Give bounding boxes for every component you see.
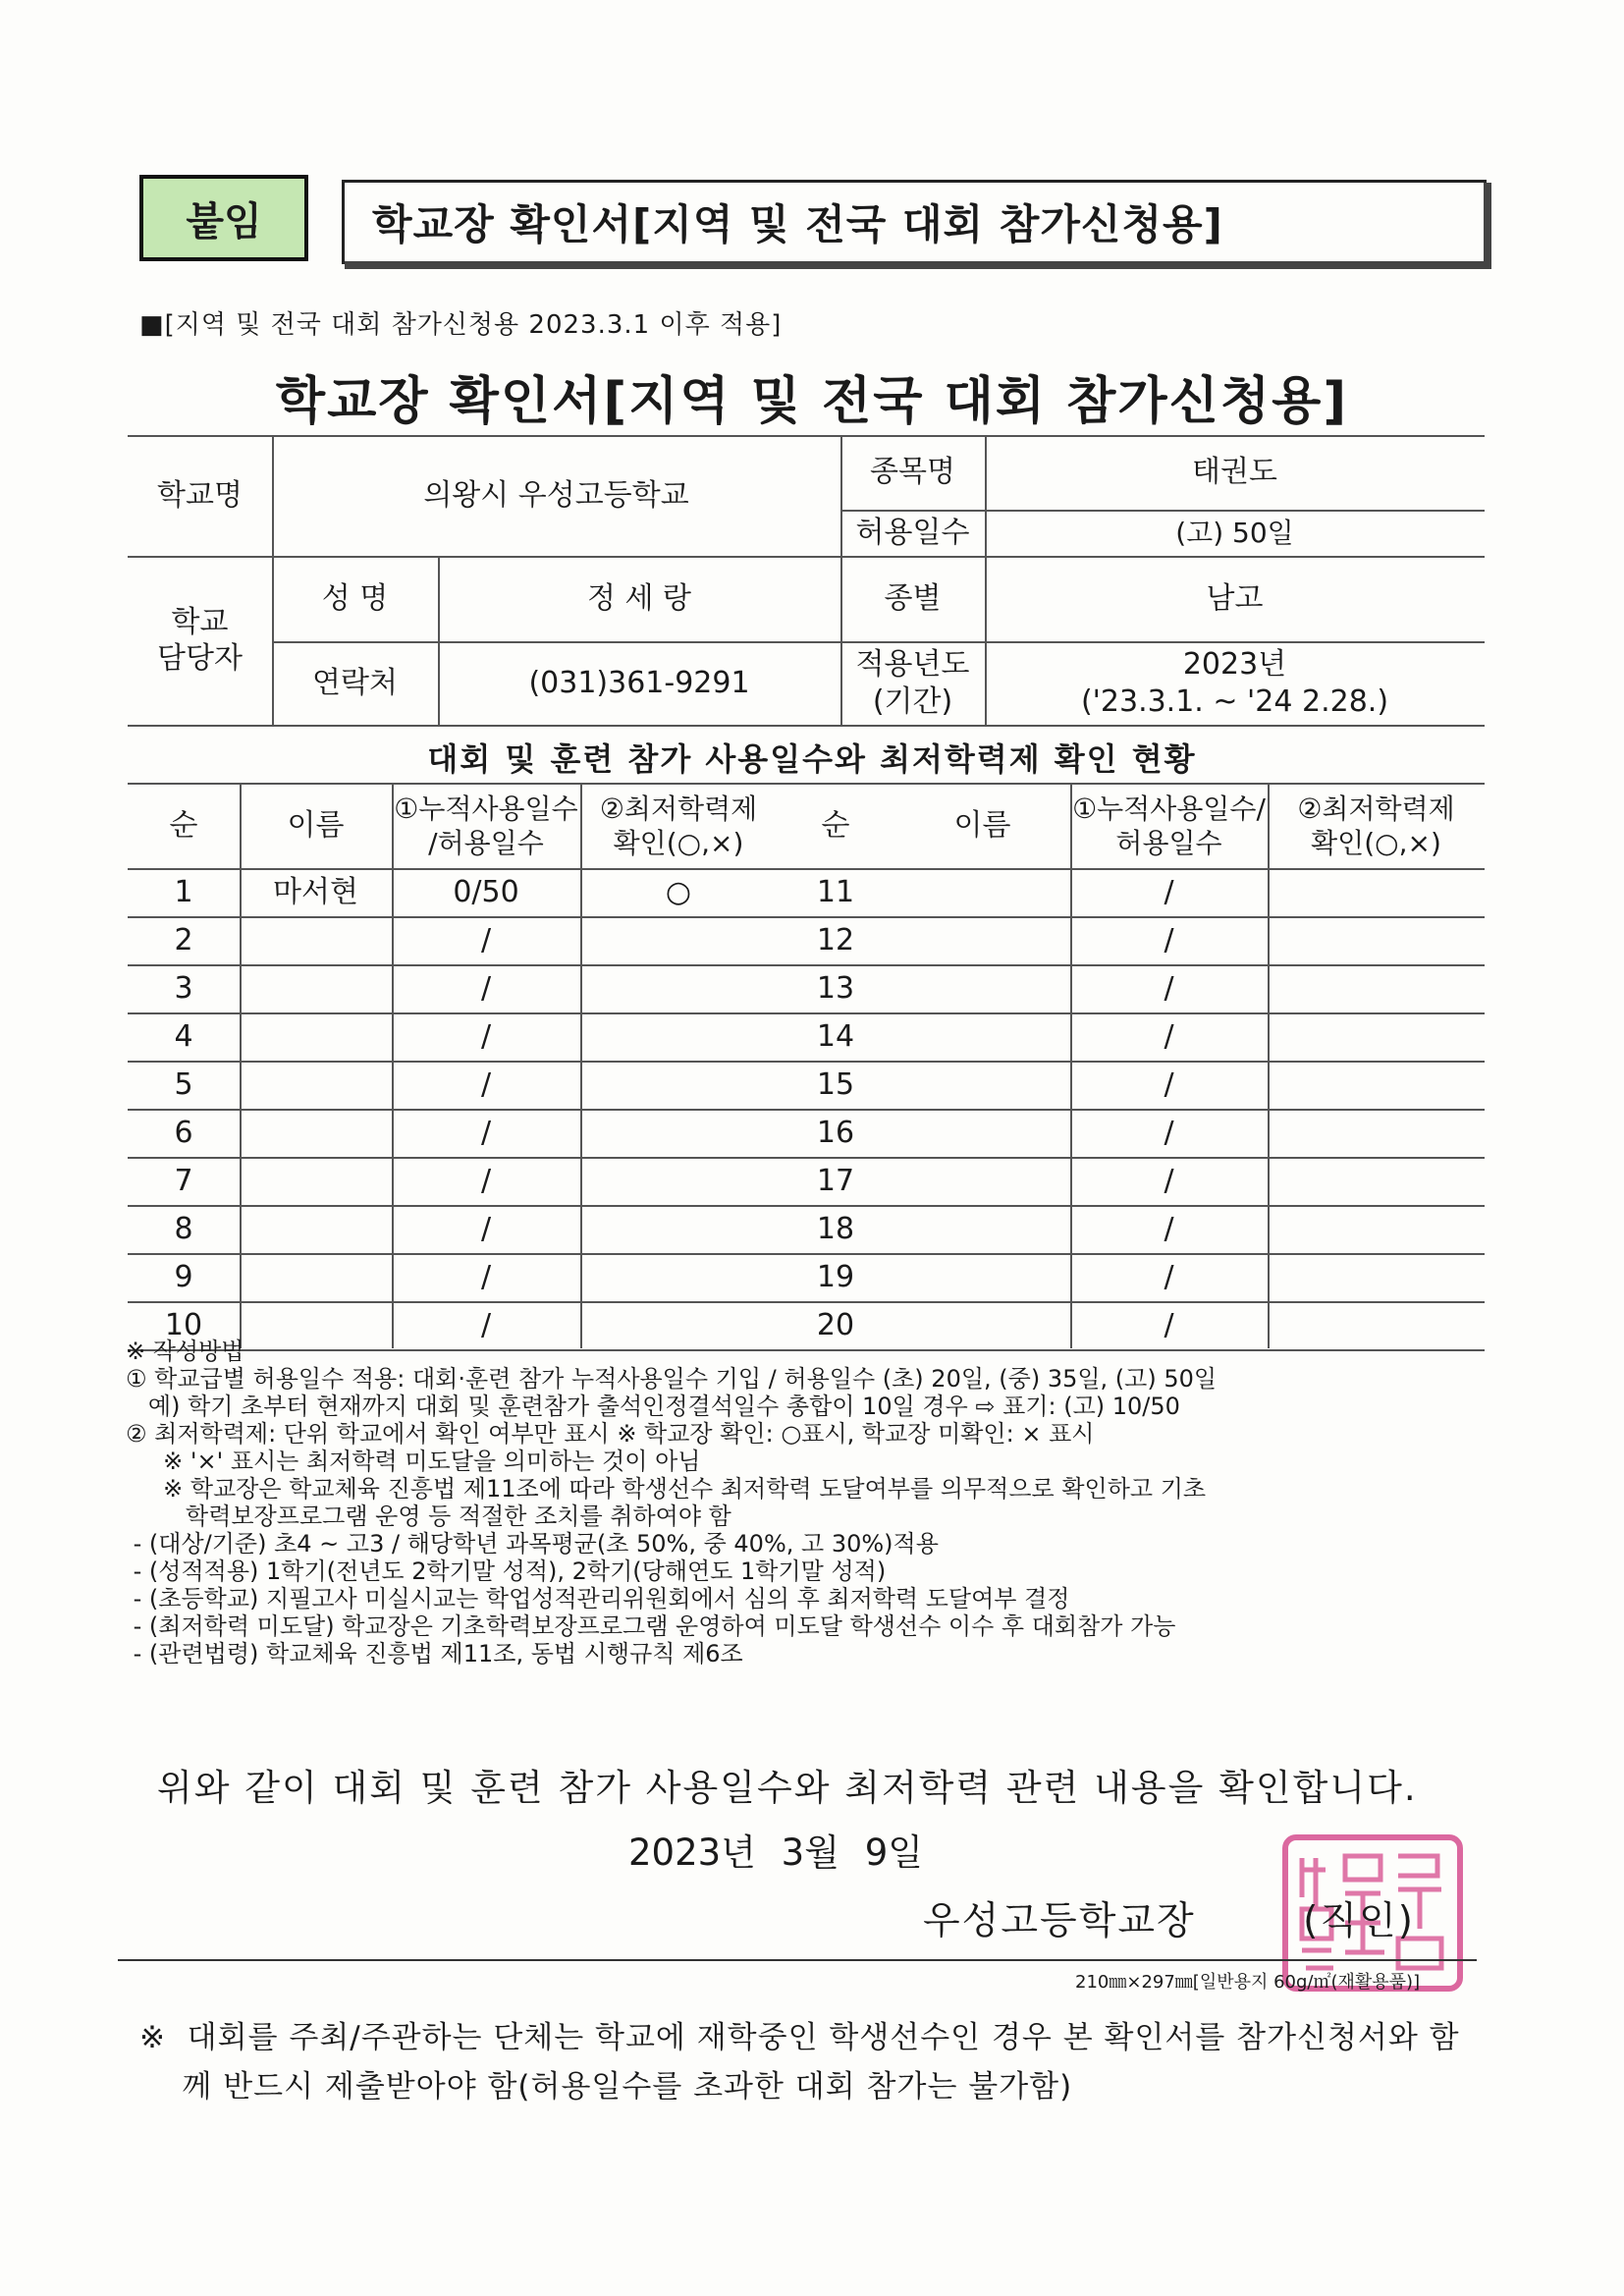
header-check — [580, 783, 777, 868]
table-cell-check — [580, 1253, 777, 1301]
table-cell-n2: 14 — [816, 1018, 855, 1054]
table-cell-days: / — [480, 1115, 492, 1150]
table-cell-days2: / — [1164, 1259, 1174, 1294]
header-check-right — [1268, 783, 1485, 868]
school-name: 의왕시 우성고등학교 — [423, 477, 689, 513]
year-label — [840, 641, 985, 725]
table-cell-name2 — [894, 1157, 1070, 1205]
header-name-right: 이름 — [953, 807, 1011, 843]
table-cell-n: 10 — [164, 1307, 203, 1342]
table-cell-n2: 13 — [816, 970, 855, 1006]
table-cell-name — [240, 916, 392, 964]
school-label: 학교명 — [157, 477, 243, 513]
header-days-right-line1: ①누적사용일수/ — [1072, 792, 1266, 825]
table-cell-days: / — [480, 970, 492, 1006]
staff-label-line1: 학교 — [171, 604, 229, 639]
table-cell-days2: / — [1164, 1115, 1174, 1150]
table-cell-check: ○ — [665, 874, 692, 909]
table-cell-n2: 11 — [816, 874, 855, 909]
table-cell-name2 — [894, 916, 1070, 964]
table-cell-check2 — [1268, 868, 1485, 916]
header-check-right-line1: ②최저학력제 — [1297, 792, 1455, 825]
table-cell-days2: / — [1164, 970, 1174, 1006]
table-cell-check — [580, 1109, 777, 1157]
table-cell-days: / — [480, 1163, 492, 1198]
table-cell-name — [240, 1253, 392, 1301]
note-line: ② 최저학력제: 단위 학교에서 확인 여부만 표시 ※ 학교장 확인: ○표시, 학교장 미확인: × 표시 — [126, 1420, 1095, 1448]
note-line: - (초등학교) 지필고사 미실시교는 학업성적관리위원회에서 심의 후 최저학력 도달여부 결정 — [126, 1585, 1070, 1613]
table-cell-name — [240, 1205, 392, 1253]
table-cell-n: 6 — [174, 1115, 193, 1150]
gender-value: 남고 — [1206, 580, 1264, 616]
table-cell-days2: / — [1164, 922, 1174, 957]
table-cell-n2: 20 — [816, 1307, 855, 1342]
note-line: 예) 학기 초부터 현재까지 대회 및 훈련참가 출석인정결석일수 총합이 10일 경우 ⇨ 표기: (고) 10/50 — [126, 1393, 1180, 1420]
year-value-line2: ('23.3.1. ~ '24 2.28.) — [1080, 683, 1389, 719]
contact-label: 연락처 — [312, 665, 398, 700]
attachment-badge: 붙임 — [139, 175, 308, 261]
footer-note — [139, 2013, 1494, 2111]
table-cell-n: 7 — [174, 1163, 193, 1198]
table-cell-days: / — [480, 1018, 492, 1054]
header-name: 이름 — [287, 807, 345, 843]
issue-date: 2023년 3월 9일 — [628, 1831, 923, 1874]
table-cell-n: 3 — [174, 970, 193, 1006]
sport-label: 종목명 — [870, 455, 955, 490]
table-cell-days: / — [480, 922, 492, 957]
table-cell-check2 — [1268, 1012, 1485, 1061]
principal-name: 우성고등학교장 — [923, 1899, 1196, 1943]
note-line: - (대상/기준) 초4 ~ 고3 / 해당학년 과목평균(초 50%, 중 40%, 고 30%)적용 — [126, 1530, 939, 1558]
table-cell-name: 마서현 — [273, 874, 358, 909]
table-cell-days: / — [480, 1259, 492, 1294]
header-check-right-line2: 확인(○,×) — [1311, 826, 1441, 859]
header-days-right — [1070, 783, 1268, 868]
table-cell-n2: 17 — [816, 1163, 855, 1198]
header-check-line2: 확인(○,×) — [613, 826, 744, 859]
staff-label-line2: 담당자 — [157, 641, 243, 676]
header-title: 학교장 확인서[지역 및 전국 대회 참가신청용] — [342, 180, 1487, 264]
writing-notes — [126, 1338, 1500, 1667]
apply-note: ■[지역 및 전국 대회 참가신청용 2023.3.1 이후 적용] — [139, 310, 783, 340]
table-cell-name2 — [894, 1205, 1070, 1253]
divider — [118, 1959, 1477, 1961]
header-days — [392, 783, 580, 868]
table-cell-name — [240, 1109, 392, 1157]
table-cell-name2 — [894, 1109, 1070, 1157]
seal-mark: (직인) — [1303, 1899, 1415, 1943]
table-cell-name2 — [894, 964, 1070, 1012]
header-days-line2: /허용일수 — [428, 826, 544, 859]
note-line: - (성적적용) 1학기(전년도 2학기말 성적), 2학기(당해연도 1학기말 성적) — [126, 1558, 887, 1585]
year-label-line1: 적용년도 — [855, 647, 970, 682]
footer-note-line1: ※ 대회를 주최/주관하는 단체는 학교에 재학중인 학생선수인 경우 본 확인서를 참가신청서와 함 — [139, 2020, 1460, 2055]
table-cell-check2 — [1268, 916, 1485, 964]
header-num: 순 — [169, 807, 198, 843]
gender-label: 종별 — [884, 580, 942, 616]
note-line: ① 학교급별 허용일수 적용: 대회·훈련 참가 누적사용일수 기입 / 허용일수 (초) 20일, (중) 35일, (고) 50일 — [126, 1365, 1218, 1393]
note-line: ※ '×' 표시는 최저학력 미도달을 의미하는 것이 아님 — [126, 1448, 701, 1475]
note-line: 학력보장프로그램 운영 등 적절한 조치를 취하여야 함 — [126, 1503, 731, 1530]
table-cell-days2: / — [1164, 1066, 1174, 1102]
table-cell-n: 8 — [174, 1211, 193, 1246]
header-check-line1: ②최저학력제 — [599, 792, 758, 825]
contact-value: (031)361-9291 — [528, 665, 750, 700]
note-line: ※ 학교장은 학교체육 진흥법 제11조에 따라 학생선수 최저학력 도달여부를 의무적으로 확인하고 기초 — [126, 1475, 1207, 1503]
table-cell-check2 — [1268, 1061, 1485, 1109]
page-title: 학교장 확인서[지역 및 전국 대회 참가신청용] — [275, 372, 1349, 431]
table-cell-check2 — [1268, 1157, 1485, 1205]
table-cell-check — [580, 964, 777, 1012]
table-cell-check2 — [1268, 1109, 1485, 1157]
header-days-line1: ①누적사용일수 — [394, 792, 578, 825]
sport-value: 태권도 — [1192, 455, 1277, 490]
table-cell-n: 4 — [174, 1018, 193, 1054]
allowed-days-value: (고) 50일 — [1175, 517, 1294, 549]
table-cell-n: 1 — [174, 874, 193, 909]
table-cell-check — [580, 916, 777, 964]
header-num-right: 순 — [821, 807, 850, 843]
year-value-line1: 2023년 — [1182, 647, 1287, 682]
table-cell-name — [240, 1012, 392, 1061]
table-cell-n2: 19 — [816, 1259, 855, 1294]
staff-label — [128, 556, 272, 725]
section-title: 대회 및 훈련 참가 사용일수와 최저학력제 확인 현황 — [427, 740, 1197, 778]
table-cell-n2: 12 — [816, 922, 855, 957]
table-cell-name — [240, 964, 392, 1012]
table-cell-n2: 15 — [816, 1066, 855, 1102]
table-cell-n: 9 — [174, 1259, 193, 1294]
table-cell-days: 0/50 — [453, 874, 519, 909]
confirmation-text: 위와 같이 대회 및 훈련 참가 사용일수와 최저학력 관련 내용을 확인합니다. — [157, 1767, 1418, 1809]
table-cell-check — [580, 1012, 777, 1061]
table-cell-n2: 18 — [816, 1211, 855, 1246]
table-cell-n: 2 — [174, 922, 193, 957]
table-cell-name2 — [894, 1061, 1070, 1109]
principal-signature — [923, 1890, 1415, 1945]
table-cell-n2: 16 — [816, 1115, 855, 1150]
allowed-days-label: 허용일수 — [855, 515, 970, 550]
table-cell-days: / — [480, 1066, 492, 1102]
table-cell-n: 5 — [174, 1066, 193, 1102]
footer-note-line2: 께 반드시 제출받아야 함(허용일수를 초과한 대회 참가는 불가함) — [139, 2069, 1073, 2105]
note-line: ※ 작성방법 — [126, 1338, 244, 1365]
table-cell-check2 — [1268, 1205, 1485, 1253]
note-line: - (관련법령) 학교체육 진흥법 제11조, 동법 시행규칙 제6조 — [126, 1640, 743, 1667]
table-cell-days2: / — [1164, 1018, 1174, 1054]
table-cell-check2 — [1268, 1253, 1485, 1301]
table-cell-days2: / — [1164, 1307, 1174, 1342]
table-cell-check — [580, 1205, 777, 1253]
name-label: 성 명 — [321, 580, 389, 616]
table-cell-name2 — [894, 868, 1070, 916]
table-cell-check — [580, 1157, 777, 1205]
table-cell-days2: / — [1164, 874, 1174, 909]
header-days-right-line2: 허용일수 — [1115, 826, 1222, 859]
paper-spec: 210㎜×297㎜[일반용지 60g/㎡(재활용품)] — [1075, 1972, 1421, 1993]
table-cell-name — [240, 1061, 392, 1109]
table-cell-days: / — [480, 1307, 492, 1342]
table-cell-days2: / — [1164, 1163, 1174, 1198]
table-cell-name2 — [894, 1253, 1070, 1301]
year-value — [985, 641, 1485, 725]
table-cell-days2: / — [1164, 1211, 1174, 1246]
staff-name: 정 세 랑 — [586, 580, 691, 616]
year-label-line2: (기간) — [872, 683, 953, 719]
table-cell-name — [240, 1157, 392, 1205]
table-cell-name2 — [894, 1012, 1070, 1061]
table-cell-check — [580, 1061, 777, 1109]
table-cell-days: / — [480, 1211, 492, 1246]
table-cell-check2 — [1268, 964, 1485, 1012]
note-line: - (최저학력 미도달) 학교장은 기초학력보장프로그램 운영하여 미도달 학생선수 이수 후 대회참가 가능 — [126, 1613, 1176, 1640]
